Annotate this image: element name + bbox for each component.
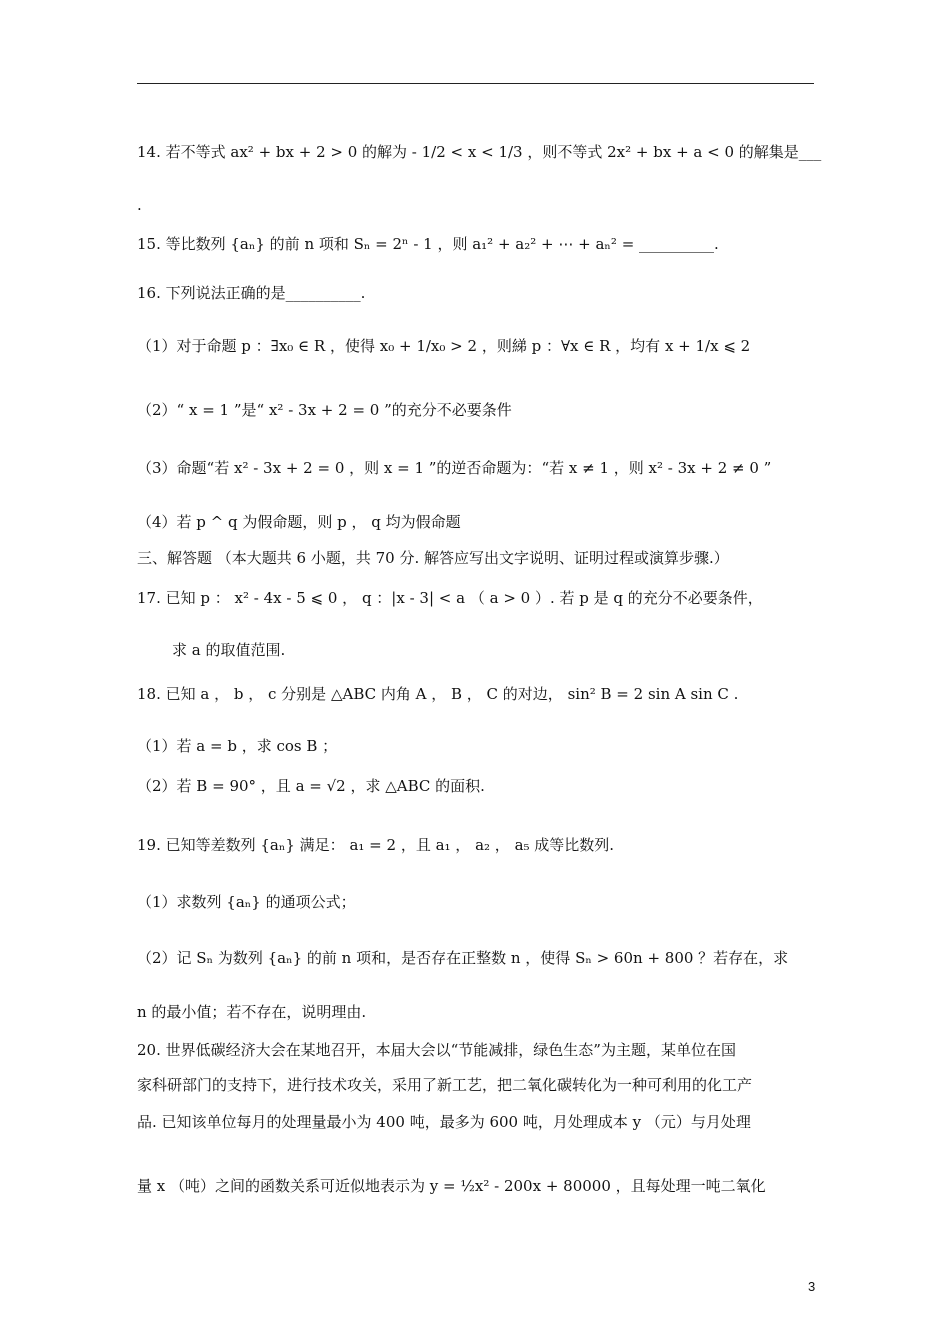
text-line-q16_2: （2）“ x = 1 ”是“ x² - 3x + 2 = 0 ”的充分不必要条件 [137, 401, 512, 419]
text-line-q16_1: （1）对于命题 p ：∃x₀ ∈ R ，使得 x₀ + 1/x₀ > 2 ，则綈 p ：∀x ∈ R ，均有 x + 1/x ⩽ 2 [137, 337, 751, 355]
text-line-q20b: 家科研部门的支持下，进行技术攻关，采用了新工艺，把二氧化碳转化为一种可利用的化工产 [137, 1076, 753, 1094]
text-line-q20a: 20. 世界低碳经济大会在某地召开，本届大会以“节能减排，绿色生态”为主题，某单位在国 [137, 1041, 736, 1059]
text-line-q18: 18. 已知 a ， b ， c 分别是 △ABC 内角 A ， B ， C 的对边， sin² B = 2 sin A sin C . [137, 685, 739, 703]
text-line-sec3: 三、解答题 （本大题共 6 小题，共 70 分. 解答应写出文字说明、证明过程或演算步骤.） [137, 549, 729, 567]
text-line-q20c: 品. 已知该单位每月的处理量最小为 400 吨，最多为 600 吨，月处理成本 y （元）与月处理 [137, 1113, 751, 1131]
text-line-q16_4: （4）若 p ^ q 为假命题，则 p ， q 均为假命题 [137, 513, 461, 531]
text-line-q19_3: n 的最小值；若不存在，说明理由. [137, 1003, 367, 1021]
text-line-q20d: 量 x （吨）之间的函数关系可近似地表示为 y = ½x² - 200x + 80000 ，且每处理一吨二氧化 [137, 1177, 766, 1195]
text-line-q16_3: （3）命题“若 x² - 3x + 2 = 0 ，则 x = 1 ”的逆否命题为：“若 x ≠ 1 ，则 x² - 3x + 2 ≠ 0 ” [137, 459, 772, 477]
text-line-q18_1: （1）若 a = b ，求 cos B ； [137, 737, 338, 755]
text-line-q14a: 14. 若不等式 ax² + bx + 2 > 0 的解为 - 1/2 < x < 1/3 ，则不等式 2x² + bx + a < 0 的解集是___ [137, 143, 822, 161]
page-number: 3 [808, 1279, 816, 1294]
text-line-q15: 15. 等比数列 {aₙ} 的前 n 项和 Sₙ = 2ⁿ - 1 ，则 a₁² + a₂² + ⋯ + aₙ² = __________. [137, 235, 719, 253]
text-line-q19_1: （1）求数列 {aₙ} 的通项公式； [137, 893, 356, 911]
header-rule [137, 83, 814, 84]
text-line-q16: 16. 下列说法正确的是__________. [137, 284, 366, 302]
text-line-q18_2: （2）若 B = 90° ，且 a = √2 ，求 △ABC 的面积. [137, 777, 485, 795]
text-line-q17b: 求 a 的取值范围. [172, 641, 286, 659]
text-line-q17a: 17. 已知 p ： x² - 4x - 5 ⩽ 0 ， q ：|x - 3| < a （ a > 0 ）. 若 p 是 q 的充分不必要条件， [137, 589, 763, 607]
text-line-q19: 19. 已知等差数列 {aₙ} 满足： a₁ = 2 ，且 a₁ ， a₂ ， a₅ 成等比数列. [137, 836, 615, 854]
text-line-q19_2: （2）记 Sₙ 为数列 {aₙ} 的前 n 项和，是否存在正整数 n ，使得 Sₙ > 60n + 800 ？若存在，求 [137, 949, 789, 967]
text-line-q14b: . [137, 196, 142, 214]
